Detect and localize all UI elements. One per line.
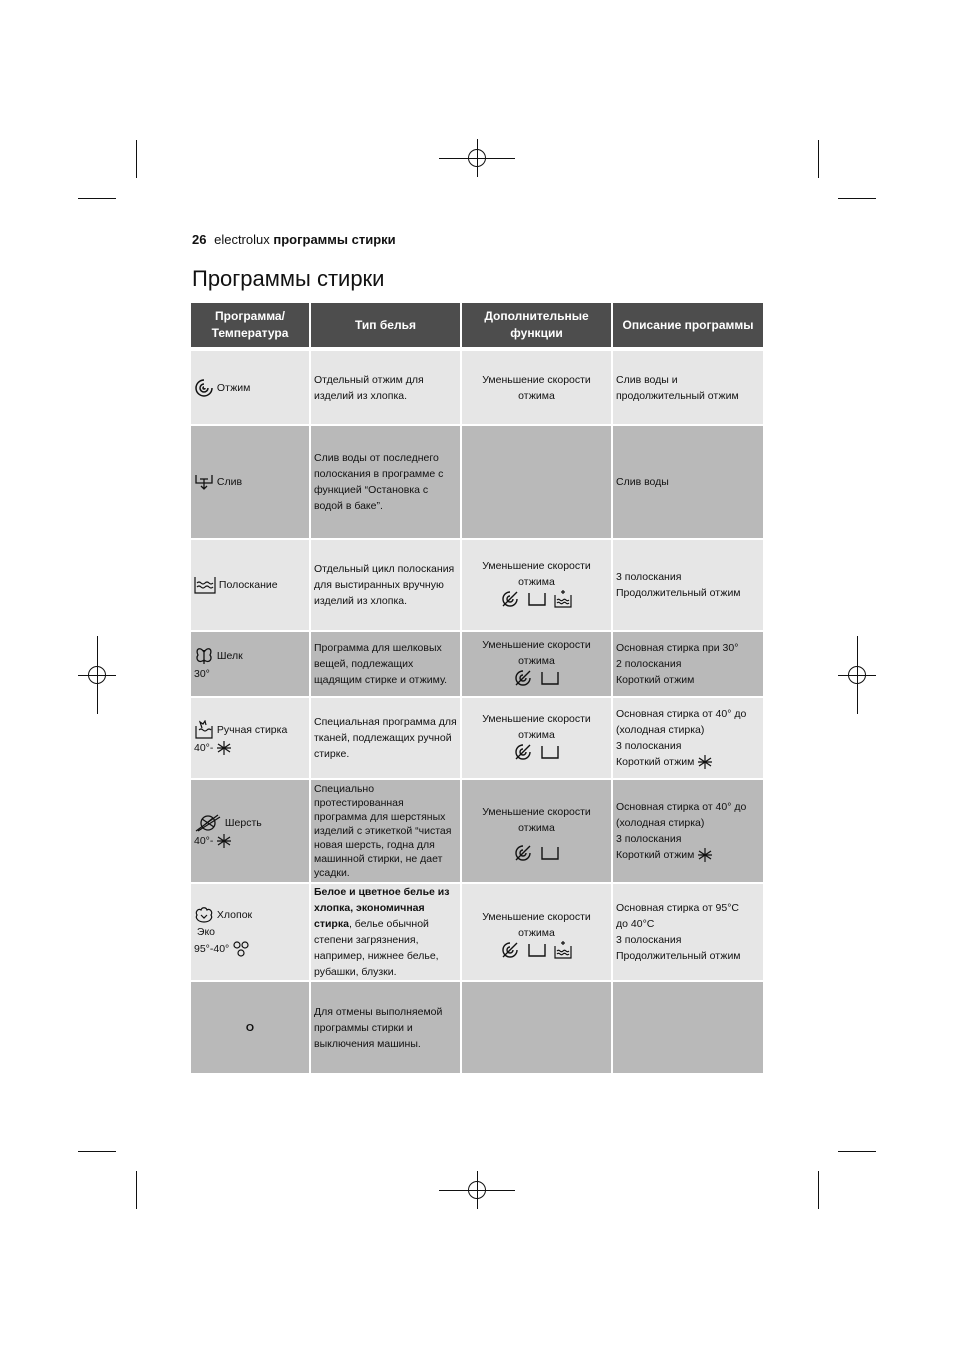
cold-icon (697, 754, 713, 770)
type-cell: Отдельный отжим для изделий из хлопка. (310, 349, 461, 425)
registration-mark (88, 666, 106, 684)
registration-mark (468, 1181, 486, 1199)
registration-mark (848, 666, 866, 684)
program-cell (191, 981, 310, 1073)
program-cell (191, 631, 310, 697)
functions-text: Уменьшение скорости отжима (482, 911, 591, 939)
program-name: Слив (216, 475, 243, 488)
description-line: Короткий отжим (616, 755, 695, 768)
description-line: (холодная стирка) (616, 723, 705, 736)
functions-cell (461, 981, 612, 1073)
description-line: 3 полоскания (616, 832, 682, 845)
rinse-icon (194, 576, 216, 594)
functions-cell (461, 349, 612, 425)
description-line: 3 полоскания (616, 739, 682, 752)
type-cell: Программа для шелковых вещей, подлежащих щадящим стирке и отжиму. (310, 631, 461, 697)
crop-mark (838, 1151, 876, 1152)
no-spin-icon (514, 844, 532, 862)
program-name: Шерсть (224, 816, 262, 829)
extra-rinse-icon (554, 941, 572, 959)
functions-cell (461, 425, 612, 539)
description-line: Слив воды и (616, 373, 678, 386)
table-row (191, 883, 763, 981)
program-temperature: 95°-40° (194, 942, 230, 955)
column-header: Программа/ Температура (191, 303, 310, 349)
no-spin-icon (501, 941, 519, 959)
cold-icon (216, 833, 232, 849)
extra-rinse-icon (554, 590, 572, 608)
description-cell (612, 697, 763, 779)
type-cell: Специальная программа для тканей, подлежащих ручной стирке. (310, 697, 461, 779)
cold-icon (697, 847, 713, 863)
program-subname: Эко (196, 926, 216, 938)
no-spin-icon (514, 669, 532, 687)
table-row (191, 981, 763, 1073)
functions-text: Уменьшение скорости отжима (482, 806, 591, 834)
functions-text: Уменьшение скорости отжима (482, 713, 591, 741)
cotton-icon (194, 906, 214, 924)
description-line: Короткий отжим (616, 674, 695, 686)
tub-icon (528, 591, 546, 607)
program-cell (191, 539, 310, 631)
functions-cell (461, 631, 612, 697)
spin-icon (194, 378, 214, 398)
program-temperature: 40°- (194, 741, 214, 754)
functions-text: Уменьшение скорости отжима (482, 639, 591, 667)
description-line: до 40°C (616, 918, 655, 930)
description-cell (612, 981, 763, 1073)
program-name: Шелк (216, 649, 243, 662)
drain-icon (194, 473, 214, 491)
description-line: продолжительный отжим (616, 389, 739, 402)
page-number: 26 (192, 232, 207, 247)
type-cell: Для отмены выполняемой программы стирки и выключения машины. (310, 981, 461, 1073)
functions-text: Уменьшение скорости отжима (482, 373, 591, 402)
tub-icon (541, 744, 559, 760)
program-temperature: 40°- (194, 834, 214, 847)
functions-cell (461, 779, 612, 883)
crop-mark (818, 140, 819, 178)
tub-icon (541, 845, 559, 861)
no-spin-icon (514, 743, 532, 761)
silk-icon (194, 646, 214, 666)
section-name: программы стирки (273, 232, 396, 247)
table-row (191, 425, 763, 539)
description-line: 2 полоскания (616, 658, 682, 670)
table-row (191, 631, 763, 697)
description-line: 3 полоскания (616, 934, 682, 946)
program-cell (191, 349, 310, 425)
description-cell (612, 779, 763, 883)
program-name: O (245, 1021, 255, 1034)
table-row (191, 349, 763, 425)
table-row (191, 697, 763, 779)
page-title: Программы стирки (192, 266, 385, 291)
column-header: Дополнительные функции (461, 303, 612, 349)
type-bold-text: Белое и цветное белье из хлопка, экономичная стирка (314, 886, 450, 930)
functions-cell (461, 883, 612, 981)
type-cell: Специально протестированная программа для шерстяных изделий с этикеткой “чистая новая шерсть, годна для машинной стирки, не дает усадки. (310, 779, 461, 883)
description-line: Слив воды (616, 476, 669, 488)
column-header: Тип белья (310, 303, 461, 349)
functions-cell (461, 697, 612, 779)
description-cell (612, 883, 763, 981)
type-cell: Слив воды от последнего полоскания в программе с функцией “Остановка с водой в баке”. (310, 425, 461, 539)
page-header (192, 232, 396, 247)
registration-mark (468, 149, 486, 167)
brand-name: electrolux (214, 232, 270, 247)
description-cell (612, 539, 763, 631)
table-row (191, 779, 763, 883)
description-line: Основная стирка от 95°C (616, 902, 740, 914)
description-cell (612, 349, 763, 425)
type-cell: Отдельный цикл полоскания для выстиранных вручную изделий из хлопка. (310, 539, 461, 631)
program-name: Ручная стирка (216, 723, 288, 736)
description-line: Продолжительный отжим (616, 950, 741, 962)
program-cell (191, 883, 310, 981)
description-line: Основная стирка от 40° до (616, 800, 747, 813)
type-cell (310, 883, 461, 981)
program-temperature: 30° (194, 668, 210, 680)
wool-icon (194, 813, 222, 833)
program-name: Отжим (216, 381, 251, 394)
type-text: , белье обычной степени загрязнения, например, нижнее белье, рубашки, блузки. (314, 918, 439, 978)
crop-mark (78, 1151, 116, 1152)
description-line: Основная стирка при 30° (616, 642, 739, 654)
cold-icon (216, 740, 232, 756)
description-line: (холодная стирка) (616, 816, 705, 829)
tub-icon (528, 942, 546, 958)
program-cell (191, 425, 310, 539)
program-cell (191, 697, 310, 779)
column-header: Описание программы (612, 303, 763, 349)
table-row (191, 539, 763, 631)
description-cell (612, 425, 763, 539)
crop-mark (818, 1171, 819, 1209)
programs-table (191, 303, 763, 1073)
program-name: Полоскание (218, 578, 278, 591)
crop-mark (136, 140, 137, 178)
tub-icon (541, 670, 559, 686)
description-line: 3 полоскания (616, 571, 682, 583)
crop-mark (78, 198, 116, 199)
crop-mark (838, 198, 876, 199)
table-header-row (191, 303, 763, 349)
functions-cell (461, 539, 612, 631)
program-cell (191, 779, 310, 883)
crop-mark (136, 1171, 137, 1209)
program-name: Хлопок (216, 908, 253, 921)
handwash-icon (194, 720, 214, 740)
no-spin-icon (501, 590, 519, 608)
description-cell (612, 631, 763, 697)
eco-icon (232, 940, 250, 958)
description-line: Основная стирка от 40° до (616, 707, 747, 720)
description-line: Продолжительный отжим (616, 587, 741, 599)
functions-text: Уменьшение скорости отжима (482, 560, 591, 588)
description-line: Короткий отжим (616, 848, 695, 861)
